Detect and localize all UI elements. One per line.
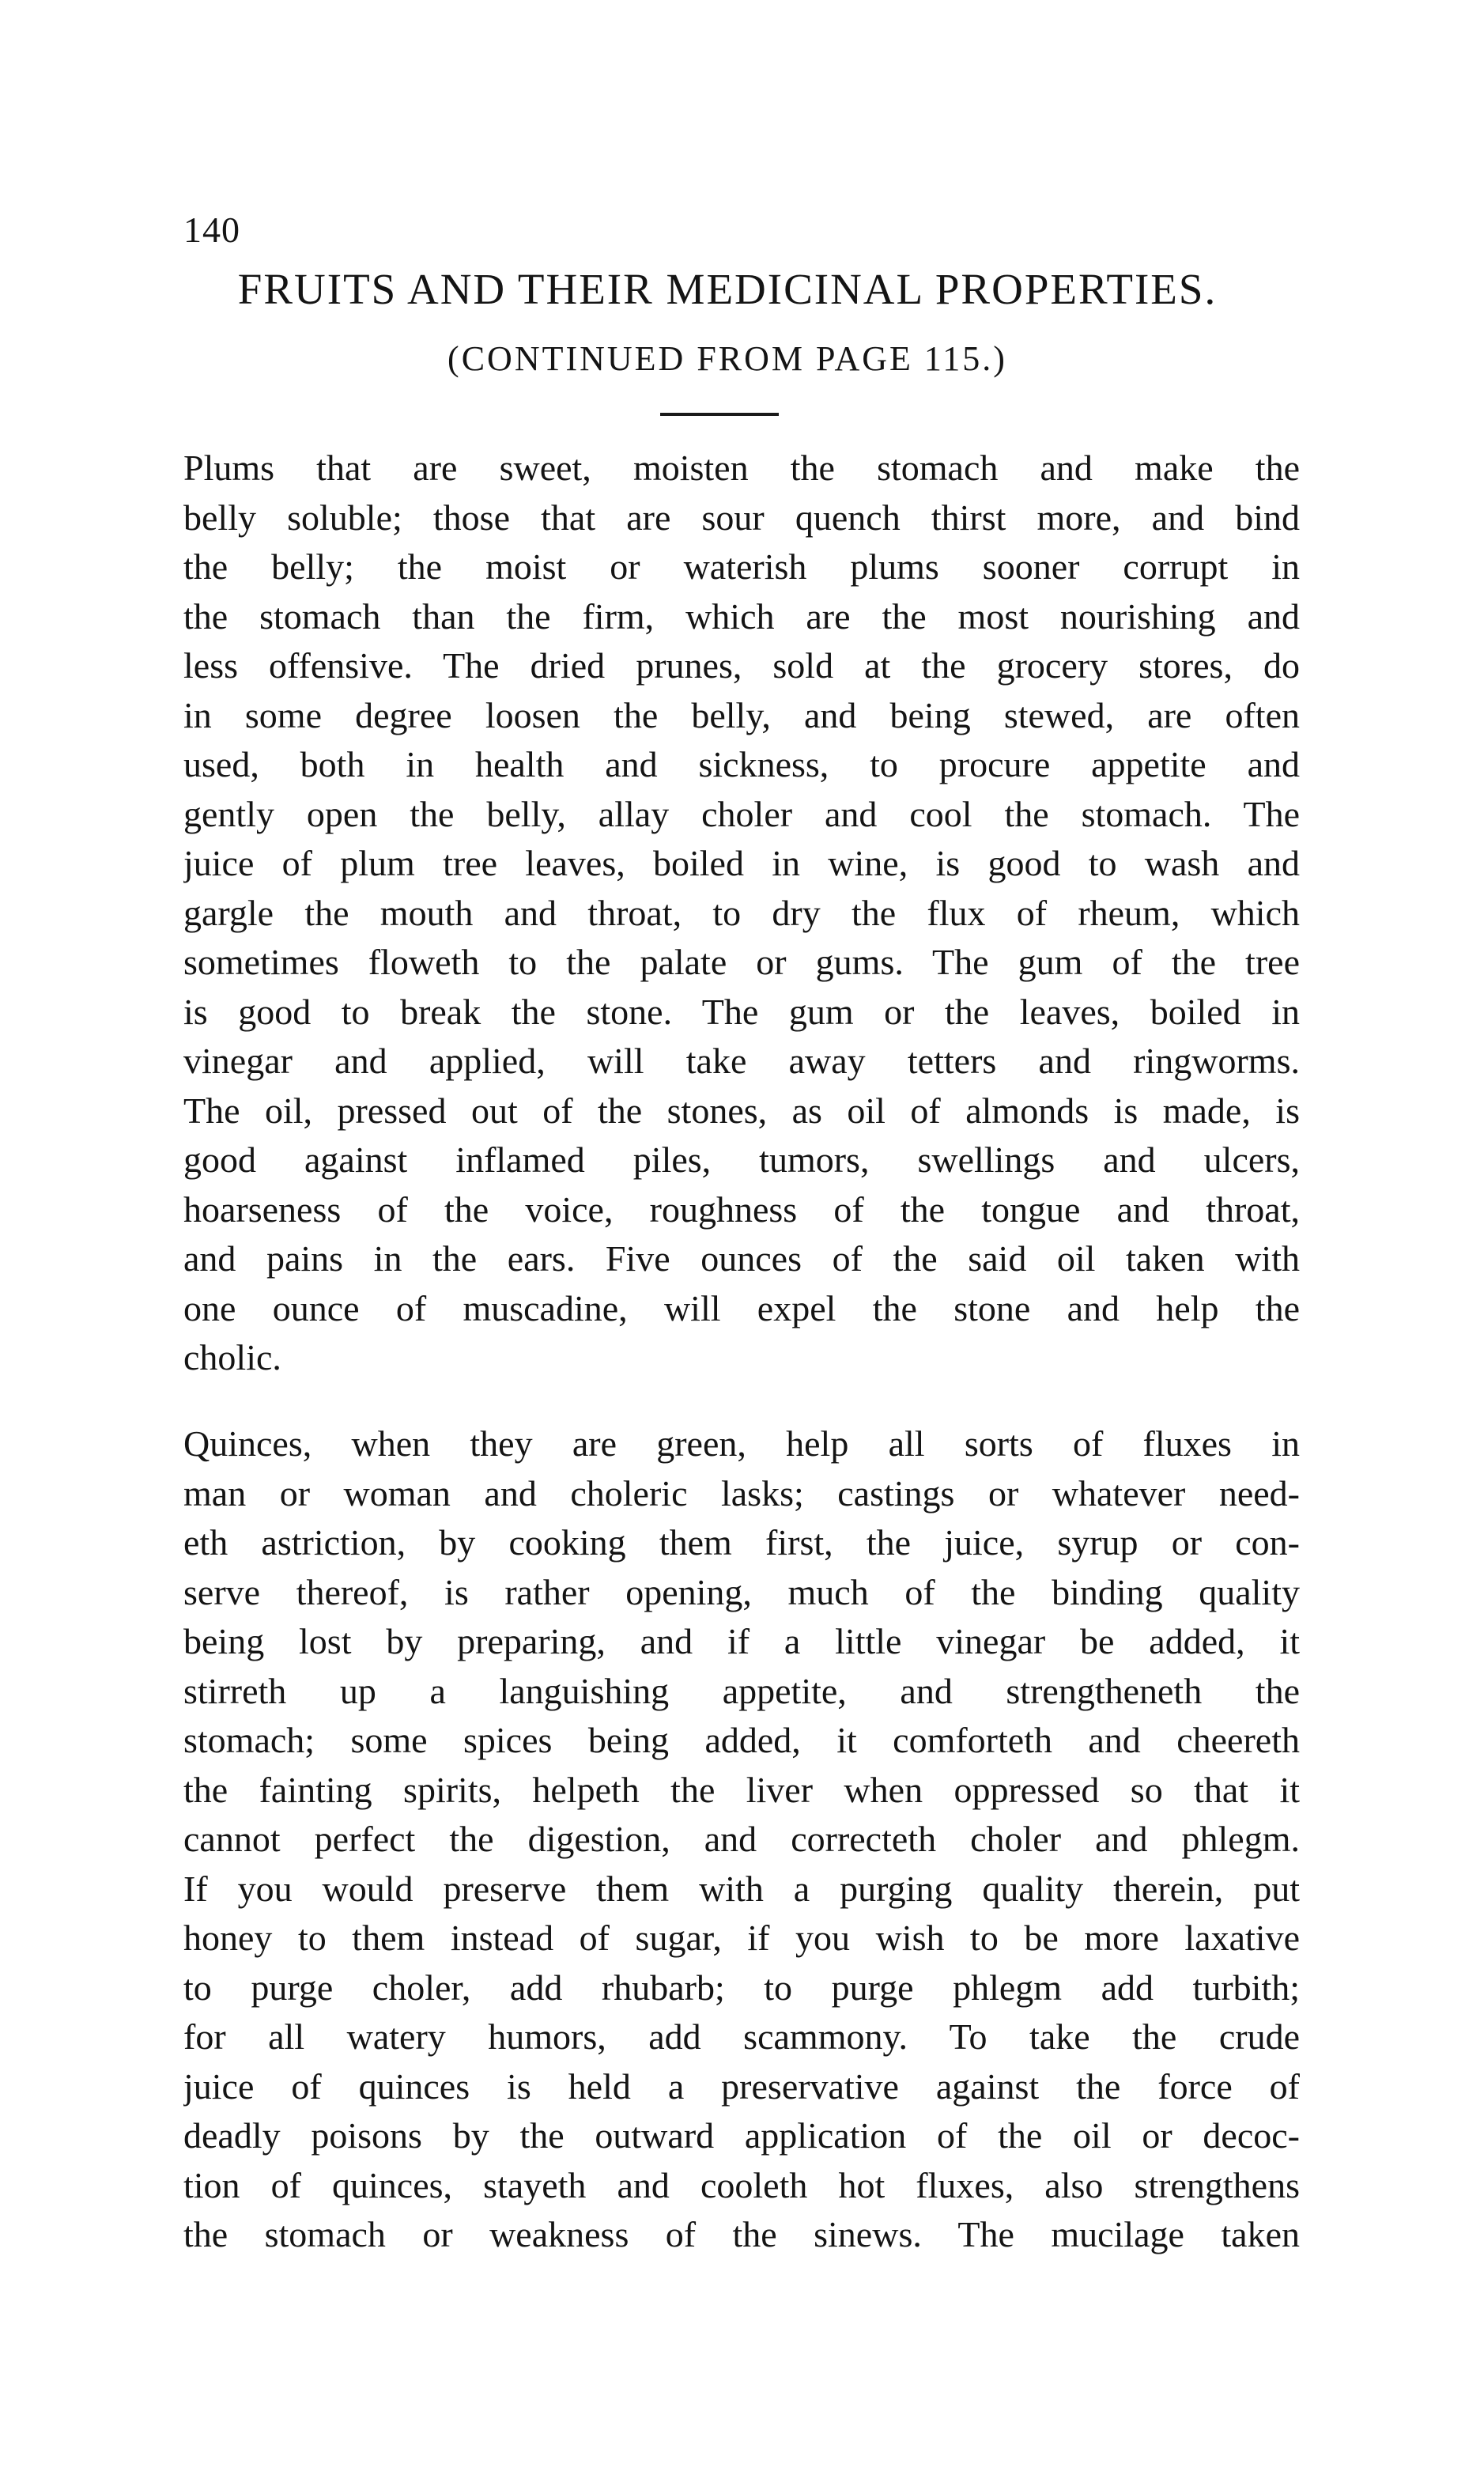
text-line: and pains in the ears. Five ounces of the said oil taken with — [183, 1238, 1300, 1279]
text-line: tion of quinces, stayeth and cooleth hot fluxes, also strengthens — [183, 2164, 1300, 2205]
text-line: less offensive. The dried prunes, sold at the grocery stores, do — [183, 645, 1300, 686]
text-line: hoarseness of the voice, roughness of the tongue and throat, — [183, 1188, 1300, 1230]
text-line: honey to them instead of sugar, if you wish to be more laxative — [183, 1918, 1300, 1958]
page-number: 140 — [183, 210, 240, 250]
text-line: the belly; the moist or waterish plums sooner corrupt in — [183, 546, 1300, 587]
text-line: for all watery humors, add scammony. To take the crude — [183, 2016, 1300, 2057]
article-subtitle: (CONTINUED FROM PAGE 115.) — [447, 339, 1007, 378]
text-line: gently open the belly, allay choler and cool the stomach. The — [183, 793, 1300, 834]
paragraph-plums — [183, 444, 1300, 1383]
text-line: deadly poisons by the outward application of the oil or decoc- — [183, 2115, 1300, 2156]
text-line: Quinces, when they are green, help all sorts of fluxes in — [183, 1423, 1300, 1464]
text-line: The oil, pressed out of the stones, as oil of almonds is made, is — [183, 1090, 1300, 1131]
text-line: the stomach or weakness of the sinews. The mucilage taken — [183, 2214, 1300, 2254]
text-line: stirreth up a languishing appetite, and strengtheneth the — [183, 1670, 1300, 1711]
text-line: in some degree loosen the belly, and being stewed, are often — [183, 694, 1300, 735]
text-line: cannot perfect the digestion, and correcteth choler and phlegm. — [183, 1819, 1300, 1859]
text-line: the fainting spirits, helpeth the liver when oppressed so that it — [183, 1769, 1300, 1810]
text-line: If you would preserve them with a purging quality therein, put — [183, 1868, 1300, 1909]
text-line: juice of quinces is held a preservative against the force of — [183, 2065, 1300, 2107]
text-line: cholic. — [183, 1337, 281, 1377]
text-line: man or woman and choleric lasks; castings or whatever need- — [183, 1472, 1300, 1513]
text-line: one ounce of muscadine, will expel the stone and help the — [183, 1287, 1300, 1328]
title-divider — [660, 413, 779, 416]
text-line: being lost by preparing, and if a little vinegar be added, it — [183, 1621, 1300, 1661]
text-line: juice of plum tree leaves, boiled in wine, is good to wash and — [183, 843, 1300, 883]
text-line: sometimes floweth to the palate or gums. The gum of the tree — [183, 942, 1300, 982]
text-line: vinegar and applied, will take away tetters and ringworms. — [183, 1041, 1300, 1081]
text-line: gargle the mouth and throat, to dry the flux of rheum, which — [183, 892, 1300, 933]
text-line: good against inflamed piles, tumors, swellings and ulcers, — [183, 1139, 1300, 1180]
article-title: FRUITS AND THEIR MEDICINAL PROPERTIES. — [237, 265, 1218, 313]
text-line: stomach; some spices being added, it comforteth and cheereth — [183, 1720, 1300, 1760]
paragraph-quinces — [183, 1419, 1300, 2260]
text-line: Plums that are sweet, moisten the stomach and make the — [183, 448, 1300, 488]
text-line: to purge choler, add rhubarb; to purge phlegm add turbith; — [183, 1967, 1300, 2008]
text-line: eth astriction, by cooking them first, the juice, syrup or con- — [183, 1522, 1300, 1563]
text-line: used, both in health and sickness, to procure appetite and — [183, 744, 1300, 784]
text-line: serve thereof, is rather opening, much of the binding quality — [183, 1571, 1300, 1612]
text-line: is good to break the stone. The gum or the leaves, boiled in — [183, 991, 1300, 1032]
text-line: the stomach than the firm, which are the most nourishing and — [183, 595, 1300, 637]
text-line: belly soluble; those that are sour quench thirst more, and bind — [183, 497, 1300, 538]
